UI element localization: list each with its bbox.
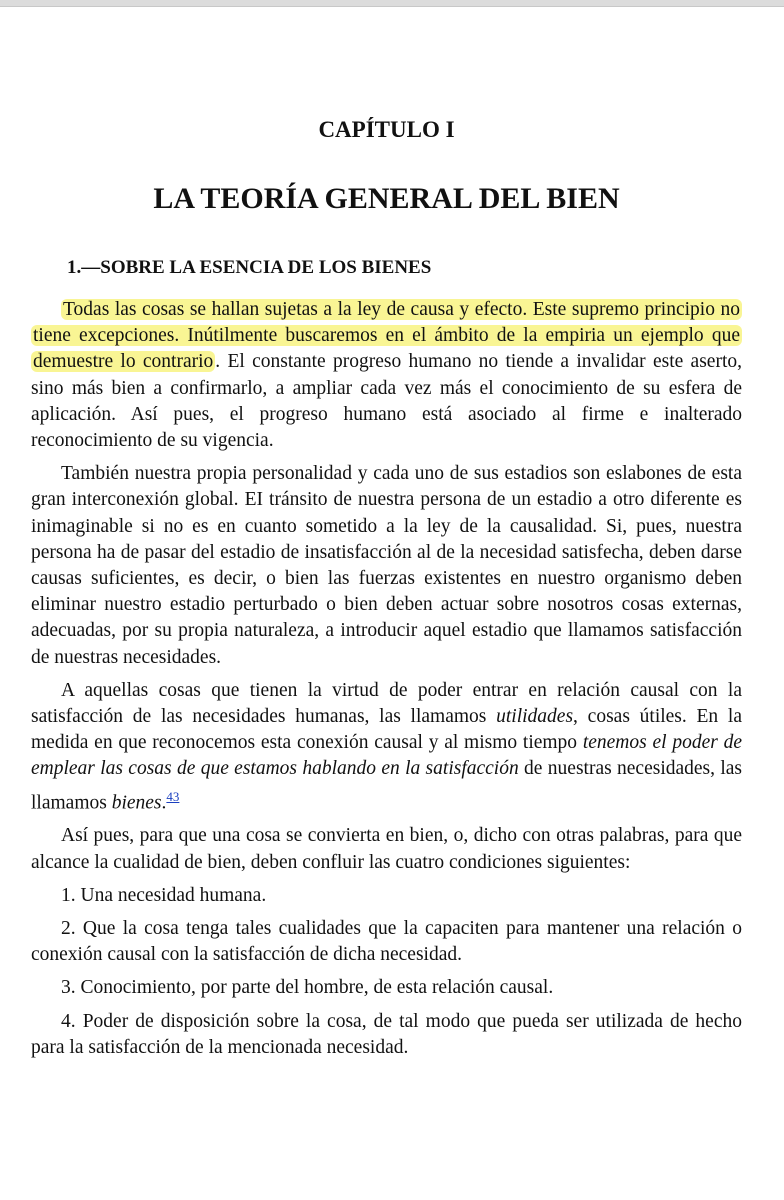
term-utilidades: utilidades [496,706,574,728]
paragraph-1-rest: . El constante progreso humano no tiende a invalidar este aserto, sino más bien a confirmarlo, a ampliar cada vez más el conocimiento de su esfera de aplicación. Así pues, el progreso humano está asociado al firme e inalterado reconocimiento de su vigencia. [31,351,742,452]
paragraph-4: Así pues, para que una cosa se convierta en bien, o, dicho con otras palabras, para que alcance la cualidad de bien, deben confluir las cuatro condiciones siguientes: [31,825,742,873]
list-item-4: 4. Poder de disposición sobre la cosa, de tal modo que pueda ser utilizada de hecho para la satisfacción de la mencionada necesidad. [31,1010,742,1058]
list-item-3: 3. Conocimiento, por parte del hombre, de esta relación causal. [61,977,554,999]
section-heading: 1.—SOBRE LA ESENCIA DE LOS BIENES [67,257,432,278]
paragraph-3-period: . [161,792,167,814]
list-item-2: 2. Que la cosa tenga tales cualidades que la capaciten para mantener una relación o conexión causal con la satisfacción de dicha necesidad. [31,917,742,966]
highlighted-text[interactable]: Todas las cosas se hallan sujetas a la ley de causa y efecto. Este supremo principio no tiene excepciones. Inútilmente buscaremos en el ámbito de la empiria un ejemplo que demuestre lo contrario [33,299,740,373]
paragraph-3 [31,678,742,817]
list-item-1: 1. Una necesidad humana. [61,884,267,906]
chapter-title: LA TEORÍA GENERAL DEL BIEN [153,182,620,215]
paragraph-3-text-c: , cosas útiles. En la medida en que reconocemos esta conexión causal y al mismo tiempo [31,706,742,754]
footnote-link[interactable]: 43 [166,788,180,804]
term-bienes: bienes [111,792,162,814]
window-top-bar [0,0,784,7]
italic-phrase: tenemos el poder de emplear las cosas de que estamos hablando en la satisfacción [31,732,742,780]
paragraph-3-text-e: de nuestras necesidades, las llamamos [31,758,743,814]
chapter-label: CAPÍTULO I [318,117,455,142]
paragraph-3-text-a: A aquellas cosas que tienen la virtud de poder entrar en relación causal con la satisfacción de las necesidades humanas, las llamamos [31,679,742,728]
paragraph-1 [31,297,742,454]
body-text [31,297,742,1068]
paragraph-2: También nuestra propia personalidad y cada uno de sus estadios son eslabones de esta gran interconexión global. EI tránsito de nuestra persona de un estadio a otro diferente es inimaginable si no es en cuanto sometido a la ley de la causalidad. Si, pues, nuestra persona ha de pasar del estadio de insatisfacción al de la necesidad satisfecha, deben darse causas suficientes, es decir, o bien las fuerzas existentes en nuestro organismo deben eliminar nuestro estadio perturbado o bien deben actuar sobre nosotros cosas externas, adecuadas, por su propia naturaleza, a introducir aquel estadio que llamamos satisfacción de nuestras necesidades. [31,463,742,668]
